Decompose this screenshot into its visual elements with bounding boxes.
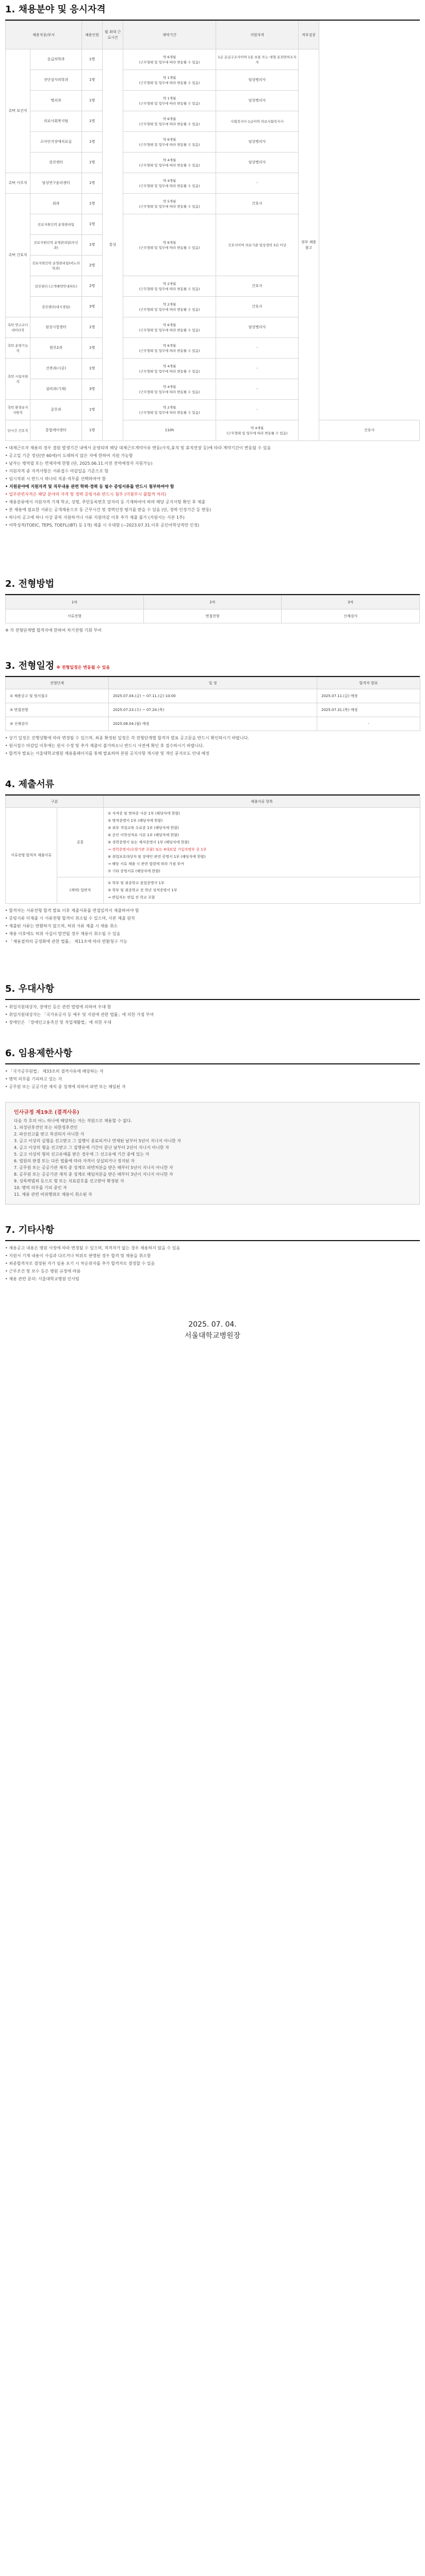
note-item: • 제출된 서류는 반환하지 않으며, 허위 서류 제출 시 채용 취소 <box>5 924 118 928</box>
docs-common-label: 공통 <box>57 808 104 877</box>
note-item: • 증빙서류 미제출 시 서류전형 합격이 취소될 수 있으며, 사본 제출 원칙 <box>5 916 135 921</box>
section-title-schedule: 3. 전형일정 ※ 전형일정은 변동될 수 있음 <box>5 660 110 671</box>
period-cell: 약 6개월 (근무형태 및 업무에 따라 변동될 수 있음) <box>123 317 216 338</box>
box-item: 1. 피성년후견인 또는 피한정후견인 <box>14 1125 78 1130</box>
group-label: 촉탁 환경유지 지원직 <box>6 400 30 420</box>
note-item: • 취업지원대상자, 장애인 등은 관련 법령에 의하여 우대 함 <box>5 1005 111 1009</box>
note-item: ※ 각 전형단계별 합격자에 한하여 차기전형 기회 부여 <box>5 628 102 633</box>
count-cell: 1명 <box>82 49 103 70</box>
disqualification-box <box>5 1102 420 1205</box>
group-label: 촉탁 간호직 <box>6 194 30 317</box>
dept-cell: 설비과(기계) <box>30 379 82 400</box>
prefs-list <box>5 1003 420 1026</box>
period-cell: 약 4개월 (근무형태 및 업무에 따라 변동될 수 있음) <box>123 152 216 173</box>
period-cell: 약 1개월 (근무형태 및 업무에 따라 변동될 수 있음) <box>123 70 216 91</box>
count-cell: 1명 <box>82 152 103 173</box>
count-cell: 2명 <box>82 256 103 276</box>
count-cell: 3명 <box>82 297 103 317</box>
recruit-notes <box>5 444 420 529</box>
box-title: 인사규정 제19조 (결격사유) <box>14 1110 79 1115</box>
qual-cell: 간호사 <box>216 276 299 297</box>
divider <box>5 1240 420 1241</box>
note-item: • 장애인은 「장애인고용촉진 및 직업재활법」에 의한 우대 <box>5 1020 111 1025</box>
count-cell: 1명 <box>82 194 103 214</box>
note-item: • 병역 의무를 기피하고 있는 자 <box>5 1077 62 1081</box>
docs-common-items: ① 자격증 및 면허증 사본 1부 (해당자에 한함) ② 병적증명서 1부 (해당자에 한함) ③ 외부 직업교육 수료증 1부 (해당자에 한함) ④ 공인 어학성적표 사본 1부 (해당자에 한함) ⑤ 경력증명서 또는 재직증명서 1부 (해당자에 한함) → 경력증명서(요양기관 포함) 또는 4대보험 가입자명부 중 1부 ⑥ 취업보호대상자 및 장애인 관련 증명서 1부 (해당자에 한함) → 해당 서류 제출 시 관련 법령에 따라 가점 부여 ⑦ 기타 증빙서류 (해당자에 한함) <box>104 808 420 877</box>
group-label: 촉탁 보건직 <box>6 49 30 173</box>
docs-other-items: ① 학부 및 최종학교 졸업증명서 1부 ② 학부 및 최종학교 전 학년 성적증명서 1부 → 편입자는 편입 전 학교 포함 <box>104 877 420 904</box>
box-item: 10. 병역 의무를 기피 중인 자 <box>14 1185 67 1190</box>
period-cell: 약 4개월 (근무형태 및 업무에 따라 변동될 수 있음) <box>216 420 299 441</box>
note-item: • 어학성적(TOEIC, TEPS, TOEFL(iBT) 등 1개) 제출 시 우대함 (~2023.07.31.이후 공인어학성적만 인정) <box>5 523 200 528</box>
hours-cell: 110h <box>123 420 216 441</box>
count-cell: 1명 <box>82 132 103 152</box>
dept-cell: 병리과 <box>30 91 82 111</box>
qual-cell: 임상병리사 <box>216 70 299 91</box>
footer <box>5 1319 420 1342</box>
period-cell: 약 2개월 (근무형태 및 업무에 따라 변동될 수 있음) <box>123 297 216 317</box>
qual-cell: 사회복지사 1급이며 의료사회복지사 <box>216 111 299 132</box>
note-item: • 본 채용에 필요한 서류는 공개채용으로 동 근무시간 및 경력인정 평가를 받을 수 있음 (단, 경력 인정기간 등 변동) <box>5 507 211 512</box>
qual-cell: - <box>216 359 299 379</box>
method-value-3: 신체검사 <box>282 609 420 623</box>
note-item: • 채용 관련 문의: 서울대학교병원 인사팀 <box>5 1277 79 1281</box>
count-cell: 1명 <box>82 359 103 379</box>
schedule-table <box>5 677 420 731</box>
period-cell: 약 4개월 (근무형태 및 업무에 따라 변동될 수 있음) <box>123 359 216 379</box>
dept-cell: 검진센터(내시경팀) <box>30 297 82 317</box>
qual-cell: - <box>216 400 299 420</box>
box-item: 11. 채용 관련 비위행위로 채용이 취소된 자 <box>14 1192 92 1197</box>
recruit-table <box>5 21 420 441</box>
group-label: 촉탁 연구코디네이터직 <box>6 317 30 338</box>
period-cell: 약 5개월 (근무형태 및 업무에 따라 변동될 수 있음) <box>123 194 216 214</box>
qual-cell: 간호사 <box>216 297 299 317</box>
dept-cell: 진료지원인력 운영관리팀(부인과) <box>30 235 82 256</box>
note-item: • 공고일 기준 정년(만 60세)이 도래하지 않은 자에 한하여 지원 가능함 <box>5 453 133 458</box>
qual-cell: - <box>216 338 299 359</box>
dept-cell: 외과 <box>30 194 82 214</box>
section-title-misc: 7. 기타사항 <box>5 1225 55 1235</box>
schedule-result: - <box>317 717 420 731</box>
note-item: • 채용공고 내용은 병원 사정에 따라 변경될 수 있으며, 적격자가 없는 경우 채용하지 않을 수 있음 <box>5 1246 181 1250</box>
note-item: • 지원서 기재 내용이 사실과 다르거나 허위로 판명된 경우 합격 및 채용을 취소함 <box>5 1253 151 1258</box>
schedule-date: 2025.07.04.(금) ~ 07.11.(금) 10:00 <box>109 689 317 703</box>
note-item: • 취업지원대상자는 「국가유공자 등 예우 및 지원에 관한 법률」에 의한 가점 부여 <box>5 1012 154 1017</box>
qual-cell: 임상병리사 <box>216 317 299 338</box>
section-title-prefs: 5. 우대사항 <box>5 984 55 994</box>
footer-org: 서울대학교병원장 <box>184 1332 241 1340</box>
dept-cell: 임상시험센터 <box>30 317 82 338</box>
dept-cell: 검진센터 <box>30 152 82 173</box>
docs-table <box>5 795 420 904</box>
count-cell: 1명 <box>82 235 103 256</box>
qual-cell: - <box>216 379 299 400</box>
box-list <box>14 1117 411 1198</box>
method-stage-3: 3차 <box>282 596 420 609</box>
divider <box>5 999 420 1000</box>
qual-cell: 임상병리사 <box>216 91 299 111</box>
note-item: • 채용 이후에도 허위 사실이 발견될 경우 채용이 취소될 수 있음 <box>5 931 121 936</box>
note-item: • 원서접수 마감일 이후에는 원서 수정 및 추가 제출이 불가하오니 반드시 사전에 확인 후 접수하시기 바랍니다. <box>5 743 204 748</box>
schedule-result: 2025.07.11.(금) 예정 <box>317 689 420 703</box>
docs-category: 서류전형 합격자 제출서류 <box>6 808 57 904</box>
note-item: • 합격자는 서류전형 합격 발표 이후 제출서류를 면접일까지 제출하여야 함 <box>5 908 139 913</box>
dept-cell: 소아인지장애치료실 <box>30 132 82 152</box>
count-cell: 1명 <box>82 173 103 194</box>
th-items: 제출서류 항목 <box>104 796 420 808</box>
note-item: • 대체근로자 채용의 경우 결원 발생기간 내에서 운영되며 해당 대체근로계약사유 변동(사직,휴직 및 휴직연장 등)에 따라 계약기간이 변동될 수 있음 <box>5 446 271 450</box>
schedule-subnote: ※ 전형일정은 변동될 수 있음 <box>56 665 110 670</box>
box-item: 2. 파산선고를 받고 복권되지 아니한 자 <box>14 1132 85 1137</box>
period-cell: 약 2개월 (근무형태 및 업무에 따라 변동될 수 있음) <box>123 400 216 420</box>
count-cell: 1명 <box>82 214 103 235</box>
dept-cell: 임상연구윤리센터 <box>30 173 82 194</box>
note-item: • 하나의 공고에 하나 이상 중복 지원하거나 서류 지원마감 이후 추가 제출 불가 (지원서는 사본 1부) <box>5 515 185 520</box>
schedule-notes <box>5 734 420 757</box>
th-date: 일 정 <box>109 677 317 689</box>
period-cell: 약 6개월 (근무형태 및 업무에 따라 변동될 수 있음) <box>123 111 216 132</box>
qual-cell: 간호사 <box>216 194 299 214</box>
box-item: 6. 법원의 판결 또는 다른 법률에 따라 자격이 상실되거나 정지된 자 <box>14 1159 135 1163</box>
note-item: • 합격자 발표는 서울대학교병원 채용홈페이지를 통해 발표하며 본원 공지사항 게시판 및 개인 문자로도 안내 예정 <box>5 751 209 756</box>
count-cell: 3명 <box>82 379 103 400</box>
note-item: • 지원분야에 지원자격 및 직무내용 관련 학력·경력 등 필수 증빙서류를 반드시 첨부하여야 함 <box>5 484 174 489</box>
count-cell: 1명 <box>82 91 103 111</box>
period-cell: 약 4개월 (근무형태 및 업무에 따라 변동될 수 있음) <box>123 379 216 400</box>
note-item: • 지원자격 중 자격사항은 서류접수 마감일을 기준으로 함 <box>5 469 109 473</box>
count-cell: 1명 <box>82 70 103 91</box>
section-title-docs: 4. 제출서류 <box>5 779 55 790</box>
box-item: 다음 각 호의 어느 하나에 해당하는 자는 직원으로 채용할 수 없다. <box>14 1118 132 1123</box>
period-cell: 약 4개월 (근무형태 및 업무에 따라 변동될 수 있음) <box>123 173 216 194</box>
th-category: 구분 <box>6 796 104 808</box>
dept-cell: 총무과 <box>30 400 82 420</box>
qual-cell: 간호사 <box>319 420 420 441</box>
count-cell: 2명 <box>82 276 103 297</box>
dept-cell: 건축과(시공) <box>30 359 82 379</box>
hours-cell: 통상 <box>103 49 123 441</box>
method-value-1: 서류전형 <box>6 609 144 623</box>
dept-cell: 진단검사의학과 <box>30 70 82 91</box>
dept-cell: 검진센터 (고객예약안내파트) <box>30 276 82 297</box>
count-cell: 1명 <box>82 338 103 359</box>
schedule-result: 2025.07.31.(목) 예정 <box>317 703 420 717</box>
qual-cell: 간호사이며 의료기관 임상경력 3년 이상 <box>216 214 299 276</box>
count-cell: 1명 <box>82 111 103 132</box>
section-title-recruit: 1. 채용분야 및 응시자격 <box>5 4 106 15</box>
group-label: 촉탁 시설지원직 <box>6 359 30 400</box>
note-item: • 「국가공무원법」 제33조의 결격사유에 해당하는 자 <box>5 1069 104 1074</box>
count-cell: 1명 <box>82 420 103 441</box>
note-item: • 「채용절차의 공정화에 관한 법률」 제11조에 따라 반환청구 가능 <box>5 939 127 944</box>
dept-cell: 응급의학과 <box>30 49 82 70</box>
section-title-restrict: 6. 임용제한사항 <box>5 1048 72 1059</box>
method-table <box>5 595 420 623</box>
period-cell: 약 6개월 (근무형태 및 업무에 따라 변동될 수 있음) <box>123 132 216 152</box>
dept-cell: 의료사회복지팀 <box>30 111 82 132</box>
note-item: • 업무관련자격은 해당 분야의 자격 및 경력 증빙서류 반드시 첨부 (미첨부시 불합격 처리) <box>5 492 166 497</box>
schedule-step: ② 면접전형 <box>6 703 109 717</box>
note-item: • 공무원 또는 공공기관 재직 중 징계에 의하여 파면 또는 해임된 자 <box>5 1084 126 1089</box>
qual-cell: - <box>216 173 299 194</box>
docs-notes <box>5 907 420 945</box>
dept-cell: 원무2과 <box>30 338 82 359</box>
qual-cell: 1급 응급구조사이며 1종 보통 또는 대형 운전면허소지자 <box>216 49 299 70</box>
dept-cell: 진료지원인력 운영관리팀(비뇨의학과) <box>30 256 82 276</box>
note-item: • 채용분류에서 지원자격 기재 학교, 성명, 주민등록번호 앞자리 등 기재하여야 하며 해당 공지사항 확인 후 제출 <box>5 500 205 504</box>
th-period: 계약기간 <box>123 21 216 49</box>
dept-cell: 진료지원인력 운영관리팀 <box>30 214 82 235</box>
schedule-step: ① 채용공고 및 원서접수 <box>6 689 109 703</box>
group-label: 단시간 간호직 <box>6 420 30 441</box>
th-result: 합격자 발표 <box>317 677 420 689</box>
qual-cell: 임상병리사 <box>216 152 299 173</box>
note-item: • 상기 일정은 진행상황에 따라 변경될 수 있으며, 최종 확정된 일정은 각 전형단계별 합격자 발표 공고문을 반드시 확인하시기 바랍니다. <box>5 736 249 740</box>
method-stage-1: 1차 <box>6 596 144 609</box>
period-cell: 약 2개월 (근무형태 및 업무에 따라 변동될 수 있음) <box>123 276 216 297</box>
th-step: 전형단계 <box>6 677 109 689</box>
period-cell: 약 6개월 (근무형태 및 업무에 따라 변동될 수 있음) <box>123 214 216 276</box>
screen-cell: 정부 채용 참고 <box>299 49 319 441</box>
schedule-date: 2025.08.04.(월) 예정 <box>109 717 317 731</box>
box-item: 3. 금고 이상의 실형을 선고받고 그 집행이 종료되거나 면제된 날부터 5년이 지나지 아니한 자 <box>14 1139 181 1143</box>
footer-date: 2025. 07. 04. <box>188 1320 237 1329</box>
box-item: 8. 공무원 또는 공공기관 재직 중 징계로 해임처분을 받은 때부터 3년이 지나지 아니한 자 <box>14 1172 173 1177</box>
dept-cell: 통합케어센터 <box>30 420 82 441</box>
misc-list <box>5 1244 420 1283</box>
divider <box>5 1063 420 1064</box>
th-screen: 적부검증 <box>299 21 319 49</box>
period-cell: 약 1개월 (근무형태 및 업무에 따라 변동될 수 있음) <box>123 91 216 111</box>
box-item: 5. 금고 이상의 형의 선고유예를 받은 경우에 그 선고유예 기간 중에 있는 자 <box>14 1152 150 1157</box>
note-item: • 최종합격자로 결정된 자가 임용 포기 시 차순위자를 추가 합격자로 결정할 수 있음 <box>5 1261 155 1266</box>
group-label: 촉탁 운영기능직 <box>6 338 30 359</box>
box-item: 7. 공무원 또는 공공기관 재직 중 징계로 파면처분을 받은 때부터 5년이 지나지 아니한 자 <box>14 1165 173 1170</box>
schedule-step: ③ 신체검사 <box>6 717 109 731</box>
qual-cell: 임상병리사 <box>216 132 299 152</box>
note-item: • 남자는 병역필 또는 면제자에 한함 (단, 2025.06.11.이전 전역예정자 지원가능) <box>5 461 153 466</box>
box-item: 4. 금고 이상의 형을 선고받고 그 집행유예 기간이 끝난 날부터 2년이 지나지 아니한 자 <box>14 1145 169 1150</box>
note-item: • 근무조건 및 보수 등은 병원 규정에 따름 <box>5 1269 81 1274</box>
method-value-2: 면접전형 <box>143 609 282 623</box>
period-cell: 약 6개월 (근무형태 및 업무에 따라 변동될 수 있음) <box>123 49 216 70</box>
period-cell: 약 6개월 (근무형태 및 업무에 따라 변동될 수 있음) <box>123 338 216 359</box>
box-item: 9. 성폭력범죄 등으로 형 또는 치료감호를 선고받아 확정된 자 <box>14 1179 124 1183</box>
th-count: 채용인원 <box>82 21 103 49</box>
schedule-date: 2025.07.23.(수) ~ 07.24.(목) <box>109 703 317 717</box>
method-notes <box>5 626 420 634</box>
note-item: • 임시직위 시 반드시 하나의 직종·직무를 선택하여야 함 <box>5 477 106 481</box>
group-label: 촉탁 사무직 <box>6 173 30 194</box>
count-cell: 1명 <box>82 400 103 420</box>
section-title-method: 2. 전형방법 <box>5 579 55 589</box>
count-cell: 1명 <box>82 317 103 338</box>
docs-other-label: (계약) 일반직 <box>57 877 104 904</box>
th-qual: 지원자격 <box>216 21 299 49</box>
restrict-list <box>5 1067 420 1091</box>
method-stage-2: 2차 <box>143 596 282 609</box>
th-dept: 채용직종/부서 <box>6 21 82 49</box>
th-hours: 월 최대 근로시간 <box>103 21 123 49</box>
